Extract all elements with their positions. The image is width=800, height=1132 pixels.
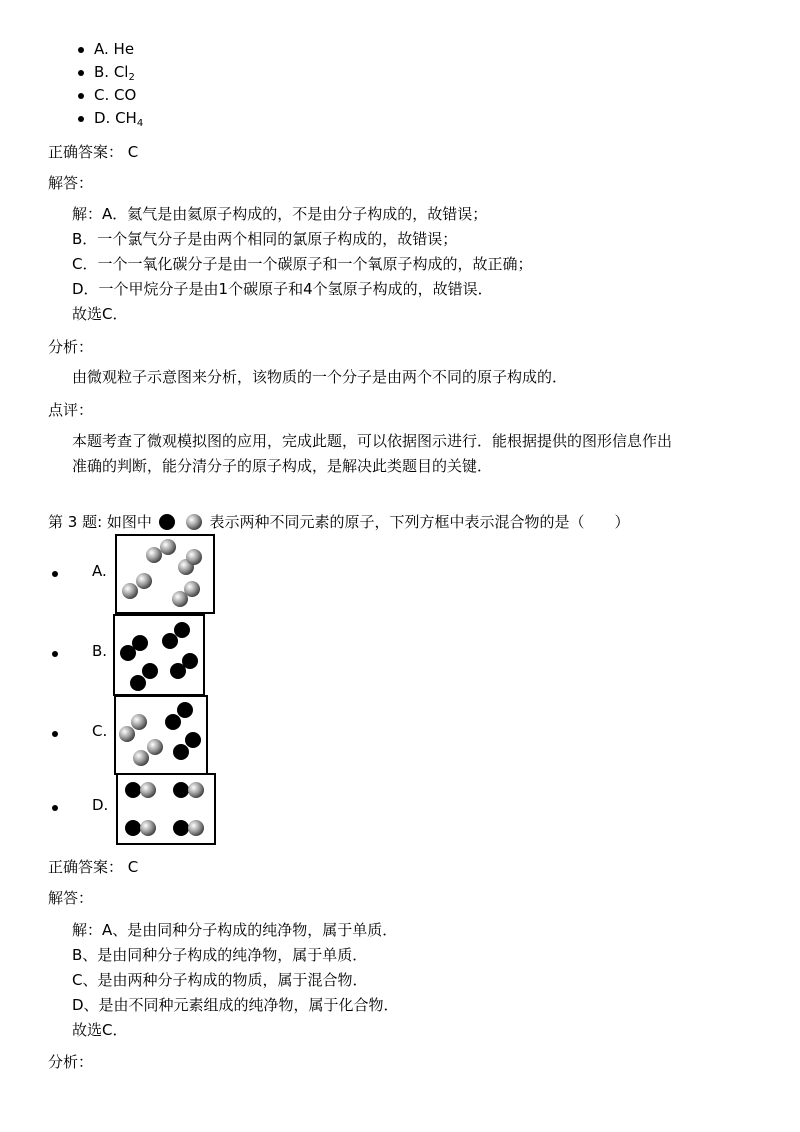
q2-options: [74, 38, 143, 130]
q2-answer: 正确答案： C: [48, 143, 139, 161]
dark-atom-icon: [159, 514, 175, 530]
option-c-diagram: [114, 695, 208, 775]
q2-option-d: D. $CH_4$: [74, 107, 143, 130]
page: A. He B. $Cl_2$ C. CO D. $CH_4$ 正确答案： C 解答： 解：A．氦气是由氦原子构成的，不是由分子构成的，故错误； B．一个氯气分子是由两个相同的氯原子构成的，故错误； C．一个一氧化碳分子是由一个碳原子和一个氧原子构成的，故正确； D．一个甲烷分子是由1个碳原子和4个氢原子构成的，故错误． 故选C． 分析： 由微观粒子示意图来分析，该物质的一个分子是由两个不同的原子构成的． 点评： 本题考查了微观模拟图的应用，完成此题，可以依据图示进行．能根据提供的图形信息作出 准确的判断，能分清分子的原子构成，是解决此类题目的关键． 第 3 题: 如图中 表示两种不同元素的原子，下列方框中表示混合物的是（ ） A. B. C. D. 正确答案： C 解答： 解：A、是由同种分子构成的纯净物，属于单质． B、是由同种分子构成的纯净物，属于单质． C、是由两种分子构成的物质，属于混合物． D、是由不同种元素组成的纯净物，属于化合物． 故选C． 分析：: [48, 40, 673, 1071]
q2-analysis-label: 分析：: [48, 338, 94, 356]
q2-option-a: A. He: [74, 38, 143, 61]
option-b-diagram: [113, 614, 205, 696]
light-atom-icon: [186, 514, 202, 530]
q2-comment: 本题考查了微观模拟图的应用，完成此题，可以依据图示进行．能根据提供的图形信息作出 准确的判断，能分清分子的原子构成，是解决此类题目的关键．: [72, 432, 673, 475]
q2-option-c: C. CO: [74, 84, 143, 107]
option-d-diagram: [116, 773, 216, 845]
q2-comment-label: 点评：: [48, 401, 94, 419]
q3-solution-label: 解答：: [48, 889, 94, 907]
q3-answer: 正确答案： C: [48, 858, 139, 876]
q3-analysis-label: 分析：: [48, 1053, 94, 1071]
atom-legend-icon: [157, 511, 205, 531]
q3-solution: 解：A、是由同种分子构成的纯净物，属于单质． B、是由同种分子构成的纯净物，属于单质． C、是由两种分子构成的物质，属于混合物． D、是由不同种元素组成的纯净物，属于化合物． 故选C．: [72, 921, 399, 1039]
q2-solution: 解：A．氦气是由氦原子构成的，不是由分子构成的，故错误； B．一个氯气分子是由两个相同的氯原子构成的，故错误； C．一个一氧化碳分子是由一个碳原子和一个氧原子构成的，故正确； D．一个甲烷分子是由1个碳原子和4个氢原子构成的，故错误． 故选C．: [72, 205, 533, 323]
q2-solution-label: 解答：: [48, 174, 94, 192]
q2-option-b: B. $Cl_2$: [74, 61, 143, 84]
q3-stem: 第 3 题: 如图中 表示两种不同元素的原子，下列方框中表示混合物的是（ ）: [48, 513, 630, 531]
option-a-diagram: [115, 534, 215, 614]
q2-analysis-text: 由微观粒子示意图来分析，该物质的一个分子是由两个不同的原子构成的．: [72, 368, 568, 386]
